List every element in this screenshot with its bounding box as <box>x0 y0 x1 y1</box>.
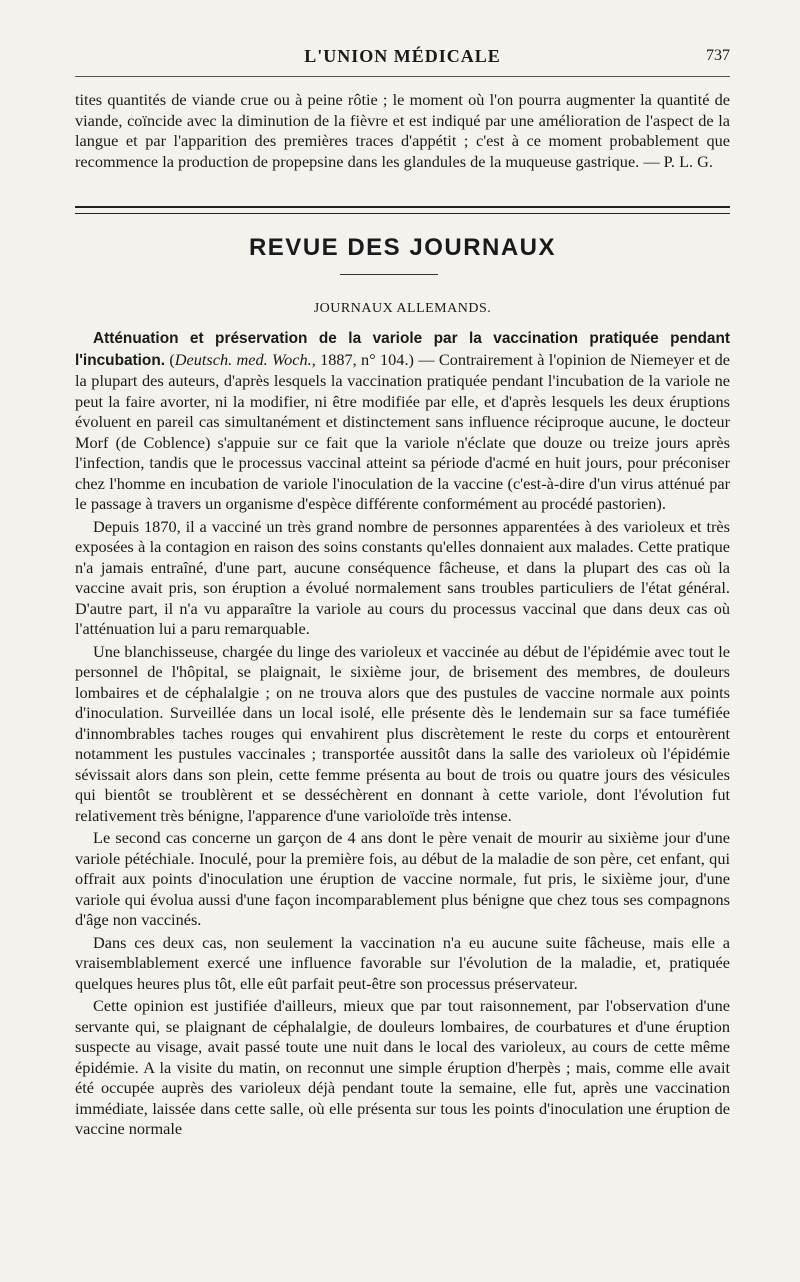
title-underline <box>340 274 438 275</box>
page-number: 737 <box>706 47 730 64</box>
running-head <box>75 46 730 70</box>
section-title: REVUE DES JOURNAUX <box>248 234 557 261</box>
article-paragraph: Une blanchisseuse, chargée du linge des varioleux et vaccinée au début de l'épidémie avec tout le personnel de l'hôpital, se plaignait, le sixième jour, de brisement des membres, de douleurs lombaires et de céphalalgie ; on ne trouva alors que des pustules de vaccine normale aux points d'inoculation. Surveillée dans un local isolé, elle présente dès le lendemain sur sa face tuméfiée d'innombrables taches rouges qui envahirent plus discrètement le reste du corps et entourèrent notamment les pustules vaccinales ; transportée aussitôt dans la salle des varioleux où l'épidémie sévissait alors dans son plein, cette femme présenta au bout de trois ou quatre jours des vésicules qui bientôt se troublèrent et se desséchèrent en donnant à cette variole, dont l'évolution fut relativement très bénigne, l'apparence d'une varioloïde très intense. <box>75 641 730 825</box>
article-body <box>75 328 730 1142</box>
citation-open: ( <box>169 349 175 369</box>
carryover-text: tites quantités de viande crue ou à peine rôtie ; le moment où l'on pourra augmenter la quantité de viande, coïncide avec la diminution de la fièvre et est indiqué par une amélioration de l'aspect de la langue et par l'apparition des premières traces d'appétit ; c'est à ce moment probablement que recommence la production de propepsine dans les glandules de la muqueuse gastrique. <box>75 90 730 171</box>
article-paragraph: Cette opinion est justifiée d'ailleurs, mieux que par tout raisonnement, par l'observation d'une servante qui, se plaignant de céphalalgie, de douleurs lombaires, de courbatures et d'une éruption suspecte au visage, avait passé toute une nuit dans le local des varioleux, au cours de cette même épidémie. A la visite du matin, on reconnut une simple éruption d'herpès ; mais, comme elle avait été occupée auprès des varioleux déjà pendant toute la semaine, elle fut, après une vaccination immédiate, laissée dans cette salle, où elle présenta sur tous les points d'inoculation une éruption de vaccine normale <box>75 996 730 1138</box>
article-paragraph: Le second cas concerne un garçon de 4 ans dont le père venait de mourir au sixième jour d'une variole pétéchiale. Inoculé, pour la première fois, au début de la maladie de son père, cet enfant, qui offrait aux points d'inoculation une éruption de vaccine normale, fut pris, le sixième jour, d'une variole qui évolua aussi d'une façon incomparablement plus bénigne que chez tous ses compagnons d'âge non vaccinés. <box>75 828 730 929</box>
carryover-paragraph <box>75 90 730 172</box>
citation-rest: , 1887, n° 104.) <box>311 349 414 369</box>
header-rule <box>75 76 730 77</box>
article-paragraph: Depuis 1870, il a vacciné un très grand nombre de personnes apparentées à des varioleux et très exposées à la contagion en raison des soins constants qu'elles donnaient aux malades. Cette pratique n'a jamais entraîné, d'une part, aucune conséquence fâcheuse, et dans la plupart des cas où la vaccine avait pris, son éruption a évolué normalement sans troubles particuliers de l'état général. D'autre part, il n'a vu apparaître la variole au cours du processus vaccinal que dans deux cas où l'atténuation lui a paru remarquable. <box>75 516 730 638</box>
section-divider <box>75 206 730 214</box>
carryover-signature: — P. L. G. <box>643 151 713 171</box>
running-title: L'UNION MÉDICALE <box>304 46 501 66</box>
article-heading: Atténuation et préservation de la variole par la vaccination pratiquée pendant l'incubation. <box>75 330 730 369</box>
citation-journal: Deutsch. med. Woch. <box>174 349 312 369</box>
article-intro-text: — Contrairement à l'opinion de Niemeyer et de la plupart des auteurs, d'après lesquels la vaccination pratiquée pendant l'incubation de la variole ne peut la faire avorter, ni la modifier, ni être modifiée par elle, et d'après lesquels les deux éruptions évoluent en pareil cas simultanément et distinctement sans influence réciproque aucune, le docteur Morf (de Coblence) s'appuie sur ce fait que la variole n'éclate que douze ou treize jours après l'infection, tandis que le processus vaccinal atteint sa période d'acmé en huit jours, pour préconiser chez l'homme en incubation de variole l'inoculation de la vaccine (c'est-à-dire d'un virus atténué par le passage à travers un organisme d'espèce différente conformément au procédé pastorien). <box>75 349 730 513</box>
article-intro-paragraph <box>75 328 730 515</box>
subsection-title: JOURNAUX ALLEMANDS. <box>313 301 492 316</box>
article-paragraph: Dans ces deux cas, non seulement la vaccination n'a eu aucune suite fâcheuse, mais elle a vraisemblablement exercé une influence favorable sur l'évolution de la maladie, et, pratiquée quelques heures plus tôt, elle eût parfait peut-être son processus préservateur. <box>75 932 730 993</box>
